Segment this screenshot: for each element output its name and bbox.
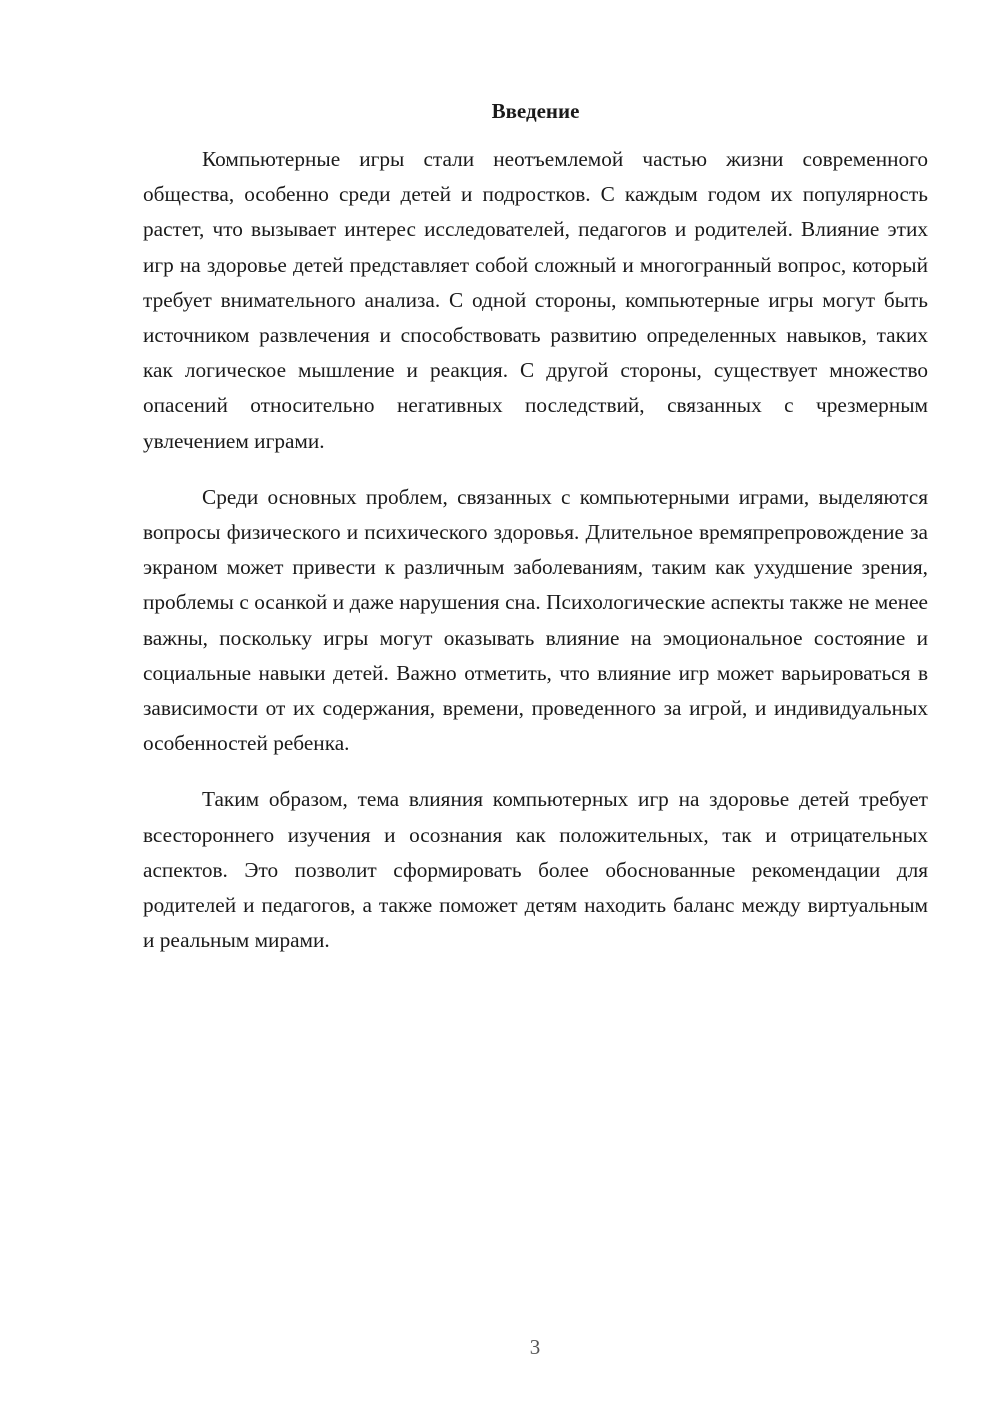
section-title: Введение (491, 99, 580, 123)
paragraph-3: Таким образом, тема влияния компьютерных игр на здоровье детей требует всестороннего изучения и осознания как положительных, так и отрицательных аспектов. Это позволит сформировать более обоснованные рекомендации для родителей и педагогов, а также поможет детям находить баланс между виртуальным и реальным мирами. (143, 787, 928, 953)
paragraph-2: Среди основных проблем, связанных с компьютерными играми, выделяются вопросы физического и психического здоровья. Длительное времяпрепровождение за экраном может привести к различным заболеваниям, таким как ухудшение зрения, проблемы с осанкой и даже нарушения сна. Психологические аспекты также не менее важны, поскольку игры могут оказывать влияние на эмоциональное состояние и социальные навыки детей. Важно отметить, что влияние игр может варьироваться в зависимости от их содержания, времени, проведенного за игрой, и индивидуальных особенностей ребенка. (143, 484, 928, 756)
page-number: 3 (529, 1335, 541, 1359)
paragraph-1: Компьютерные игры стали неотъемлемой частью жизни современного общества, особенно среди детей и подростков. С каждым годом их популярность растет, что вызывает интерес исследователей, педагогов и родителей. Влияние этих игр на здоровье детей представляет собой сложный и многогранный вопрос, который требует внимательного анализа. С одной стороны, компьютерные игры могут быть источником развлечения и способствовать развитию определенных навыков, таких как логическое мышление и реакция. С другой стороны, существует множество опасений относительно негативных последствий, связанных с чрезмерным увлечением играми. (143, 147, 928, 453)
body-text (143, 142, 928, 958)
